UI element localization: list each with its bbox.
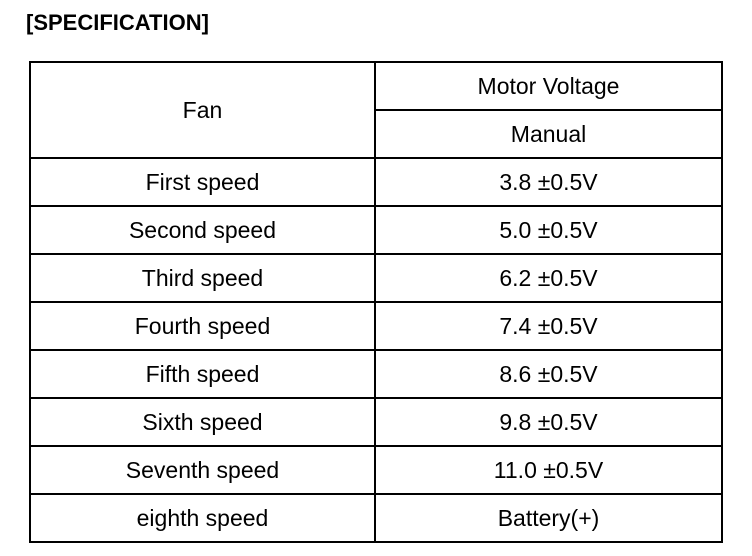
table-row: [30, 206, 722, 254]
cell-motor-voltage: 7.4 ±0.5V: [375, 302, 722, 350]
specification-table: [29, 61, 723, 543]
cell-fan-speed: Second speed: [30, 206, 375, 254]
table-row: [30, 302, 722, 350]
table-row: [30, 398, 722, 446]
table-row: [30, 494, 722, 542]
cell-fan-speed: Seventh speed: [30, 446, 375, 494]
cell-fan-speed: First speed: [30, 158, 375, 206]
cell-motor-voltage: Battery(+): [375, 494, 722, 542]
cell-motor-voltage: 3.8 ±0.5V: [375, 158, 722, 206]
cell-motor-voltage: 9.8 ±0.5V: [375, 398, 722, 446]
column-subheader-manual: Manual: [375, 110, 722, 158]
cell-motor-voltage: 6.2 ±0.5V: [375, 254, 722, 302]
cell-fan-speed: eighth speed: [30, 494, 375, 542]
cell-motor-voltage: 5.0 ±0.5V: [375, 206, 722, 254]
table-row: [30, 446, 722, 494]
cell-fan-speed: Sixth speed: [30, 398, 375, 446]
cell-fan-speed: Fifth speed: [30, 350, 375, 398]
cell-fan-speed: Fourth speed: [30, 302, 375, 350]
page-title: [SPECIFICATION]: [26, 10, 209, 35]
table-header-row-1: [30, 62, 722, 110]
column-header-fan: Fan: [30, 62, 375, 158]
column-header-motor-voltage: Motor Voltage: [375, 62, 722, 110]
table-row: [30, 350, 722, 398]
table-row: [30, 254, 722, 302]
cell-motor-voltage: 8.6 ±0.5V: [375, 350, 722, 398]
cell-fan-speed: Third speed: [30, 254, 375, 302]
table-row: [30, 158, 722, 206]
cell-motor-voltage: 11.0 ±0.5V: [375, 446, 722, 494]
